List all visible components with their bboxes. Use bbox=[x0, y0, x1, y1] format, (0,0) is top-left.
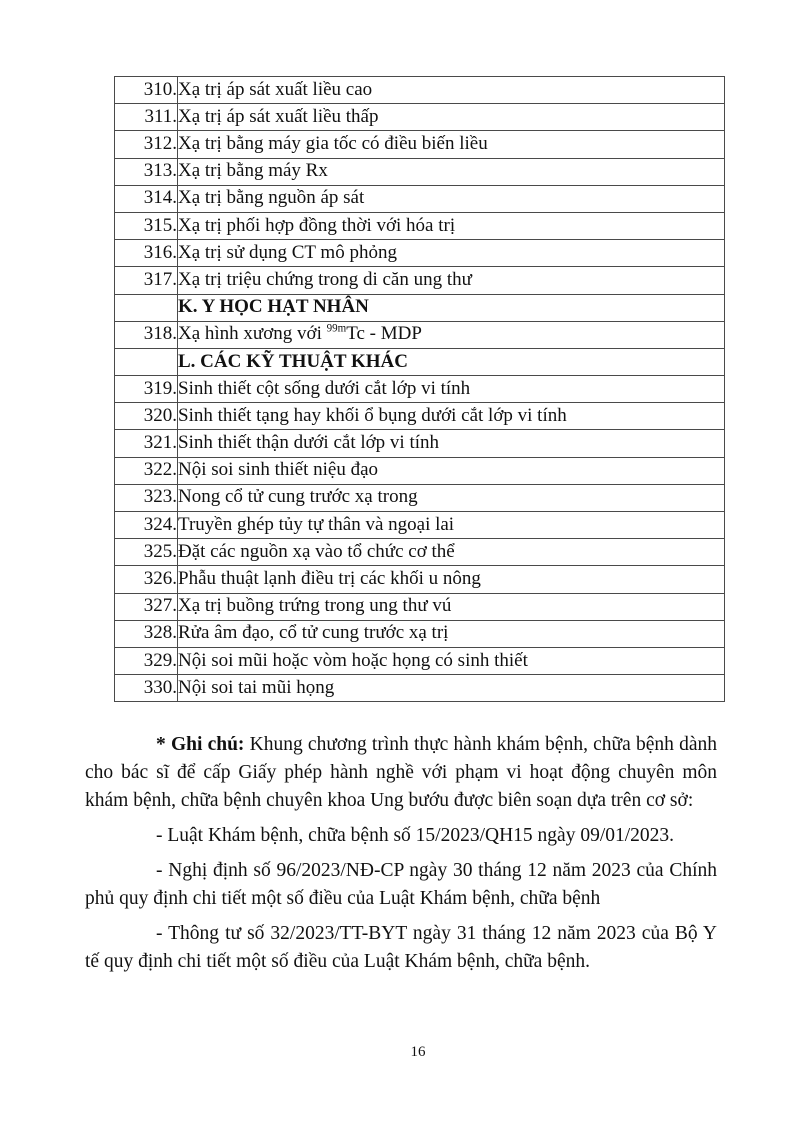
procedure-row bbox=[115, 647, 725, 674]
procedure-row bbox=[115, 321, 725, 348]
procedure-name: Nội soi mũi hoặc vòm hoặc họng có sinh thiết bbox=[178, 647, 725, 674]
procedure-name: Xạ trị sử dụng CT mô phỏng bbox=[178, 240, 725, 267]
row-number-cell: 312. bbox=[115, 131, 178, 158]
procedure-row bbox=[115, 539, 725, 566]
procedure-name: Xạ trị áp sát xuất liều thấp bbox=[178, 104, 725, 131]
row-number-cell: 330. bbox=[115, 675, 178, 702]
procedure-name: Nong cổ tử cung trước xạ trong bbox=[178, 484, 725, 511]
row-number-cell: 316. bbox=[115, 240, 178, 267]
procedure-row bbox=[115, 212, 725, 239]
row-number-cell: 314. bbox=[115, 185, 178, 212]
procedure-row bbox=[115, 566, 725, 593]
procedure-name: Xạ hình xương với $^{99m}$Tc - MDP bbox=[178, 321, 725, 348]
procedure-table-body bbox=[115, 77, 725, 702]
procedure-name: Sinh thiết tạng hay khối ổ bụng dưới cắt lớp vi tính bbox=[178, 403, 725, 430]
procedure-name: Xạ trị phối hợp đồng thời với hóa trị bbox=[178, 212, 725, 239]
procedure-row bbox=[115, 376, 725, 403]
note-paragraph: - Nghị định số 96/2023/NĐ-CP ngày 30 tháng 12 năm 2023 của Chính phủ quy định chi tiết một số điều của Luật Khám bệnh, chữa bệnh bbox=[85, 860, 717, 909]
row-number-cell: 318. bbox=[115, 321, 178, 348]
section-header-row bbox=[115, 348, 725, 375]
procedure-name: Xạ trị triệu chứng trong di căn ung thư bbox=[178, 267, 725, 294]
row-number-cell: 320. bbox=[115, 403, 178, 430]
section-title: K. Y HỌC HẠT NHÂN bbox=[178, 294, 725, 321]
row-number-cell: 317. bbox=[115, 267, 178, 294]
row-number-cell: 322. bbox=[115, 457, 178, 484]
procedure-row bbox=[115, 240, 725, 267]
row-number-cell: 324. bbox=[115, 512, 178, 539]
procedure-row bbox=[115, 267, 725, 294]
procedure-table bbox=[114, 76, 725, 702]
note-paragraph: - Thông tư số 32/2023/TT-BYT ngày 31 tháng 12 năm 2023 của Bộ Y tế quy định chi tiết một số điều của Luật Khám bệnh, chữa bệnh. bbox=[85, 923, 717, 972]
procedure-row bbox=[115, 185, 725, 212]
procedure-name: Xạ trị buồng trứng trong ung thư vú bbox=[178, 593, 725, 620]
procedure-name: Nội soi tai mũi họng bbox=[178, 675, 725, 702]
procedure-row bbox=[115, 675, 725, 702]
row-number-cell: 325. bbox=[115, 539, 178, 566]
row-number-cell: 311. bbox=[115, 104, 178, 131]
note-paragraph: * Ghi chú: Khung chương trình thực hành khám bệnh, chữa bệnh dành cho bác sĩ để cấp Giấy phép hành nghề với phạm vi hoạt động chuyên môn khám bệnh, chữa bệnh chuyên khoa Ung bướu được biên soạn dựa trên cơ sở: bbox=[85, 734, 717, 811]
row-number-cell: 310. bbox=[115, 77, 178, 104]
procedure-name: Sinh thiết cột sống dưới cắt lớp vi tính bbox=[178, 376, 725, 403]
procedure-name: Truyền ghép tủy tự thân và ngoại lai bbox=[178, 512, 725, 539]
row-number-cell: 328. bbox=[115, 620, 178, 647]
row-number-cell: 321. bbox=[115, 430, 178, 457]
procedure-row bbox=[115, 620, 725, 647]
procedure-row bbox=[115, 77, 725, 104]
row-number-cell: 326. bbox=[115, 566, 178, 593]
procedure-name: Sinh thiết thận dưới cắt lớp vi tính bbox=[178, 430, 725, 457]
procedure-row bbox=[115, 403, 725, 430]
procedure-name: Xạ trị bằng máy gia tốc có điều biến liều bbox=[178, 131, 725, 158]
notes-section bbox=[85, 731, 717, 983]
procedure-row bbox=[115, 457, 725, 484]
section-title: L. CÁC KỸ THUẬT KHÁC bbox=[178, 348, 725, 375]
row-number-cell: 315. bbox=[115, 212, 178, 239]
procedure-row bbox=[115, 131, 725, 158]
row-number-cell: 319. bbox=[115, 376, 178, 403]
note-paragraph: - Luật Khám bệnh, chữa bệnh số 15/2023/QH15 ngày 09/01/2023. bbox=[156, 825, 675, 846]
procedure-name: Xạ trị bằng nguồn áp sát bbox=[178, 185, 725, 212]
row-number-cell bbox=[115, 294, 178, 321]
procedure-name: Nội soi sinh thiết niệu đạo bbox=[178, 457, 725, 484]
procedure-name: Rửa âm đạo, cổ tử cung trước xạ trị bbox=[178, 620, 725, 647]
procedure-name: Xạ trị áp sát xuất liều cao bbox=[178, 77, 725, 104]
procedure-row bbox=[115, 593, 725, 620]
procedure-name: Đặt các nguồn xạ vào tổ chức cơ thể bbox=[178, 539, 725, 566]
row-number-cell: 323. bbox=[115, 484, 178, 511]
procedure-name: Xạ trị bằng máy Rx bbox=[178, 158, 725, 185]
row-number-cell: 327. bbox=[115, 593, 178, 620]
procedure-row bbox=[115, 430, 725, 457]
row-number-cell: 313. bbox=[115, 158, 178, 185]
procedure-row bbox=[115, 484, 725, 511]
row-number-cell bbox=[115, 348, 178, 375]
procedure-row bbox=[115, 158, 725, 185]
page-number: 16 bbox=[410, 1044, 426, 1060]
procedure-name: Phẫu thuật lạnh điều trị các khối u nông bbox=[178, 566, 725, 593]
procedure-row bbox=[115, 104, 725, 131]
row-number-cell: 329. bbox=[115, 647, 178, 674]
procedure-row bbox=[115, 512, 725, 539]
section-header-row bbox=[115, 294, 725, 321]
